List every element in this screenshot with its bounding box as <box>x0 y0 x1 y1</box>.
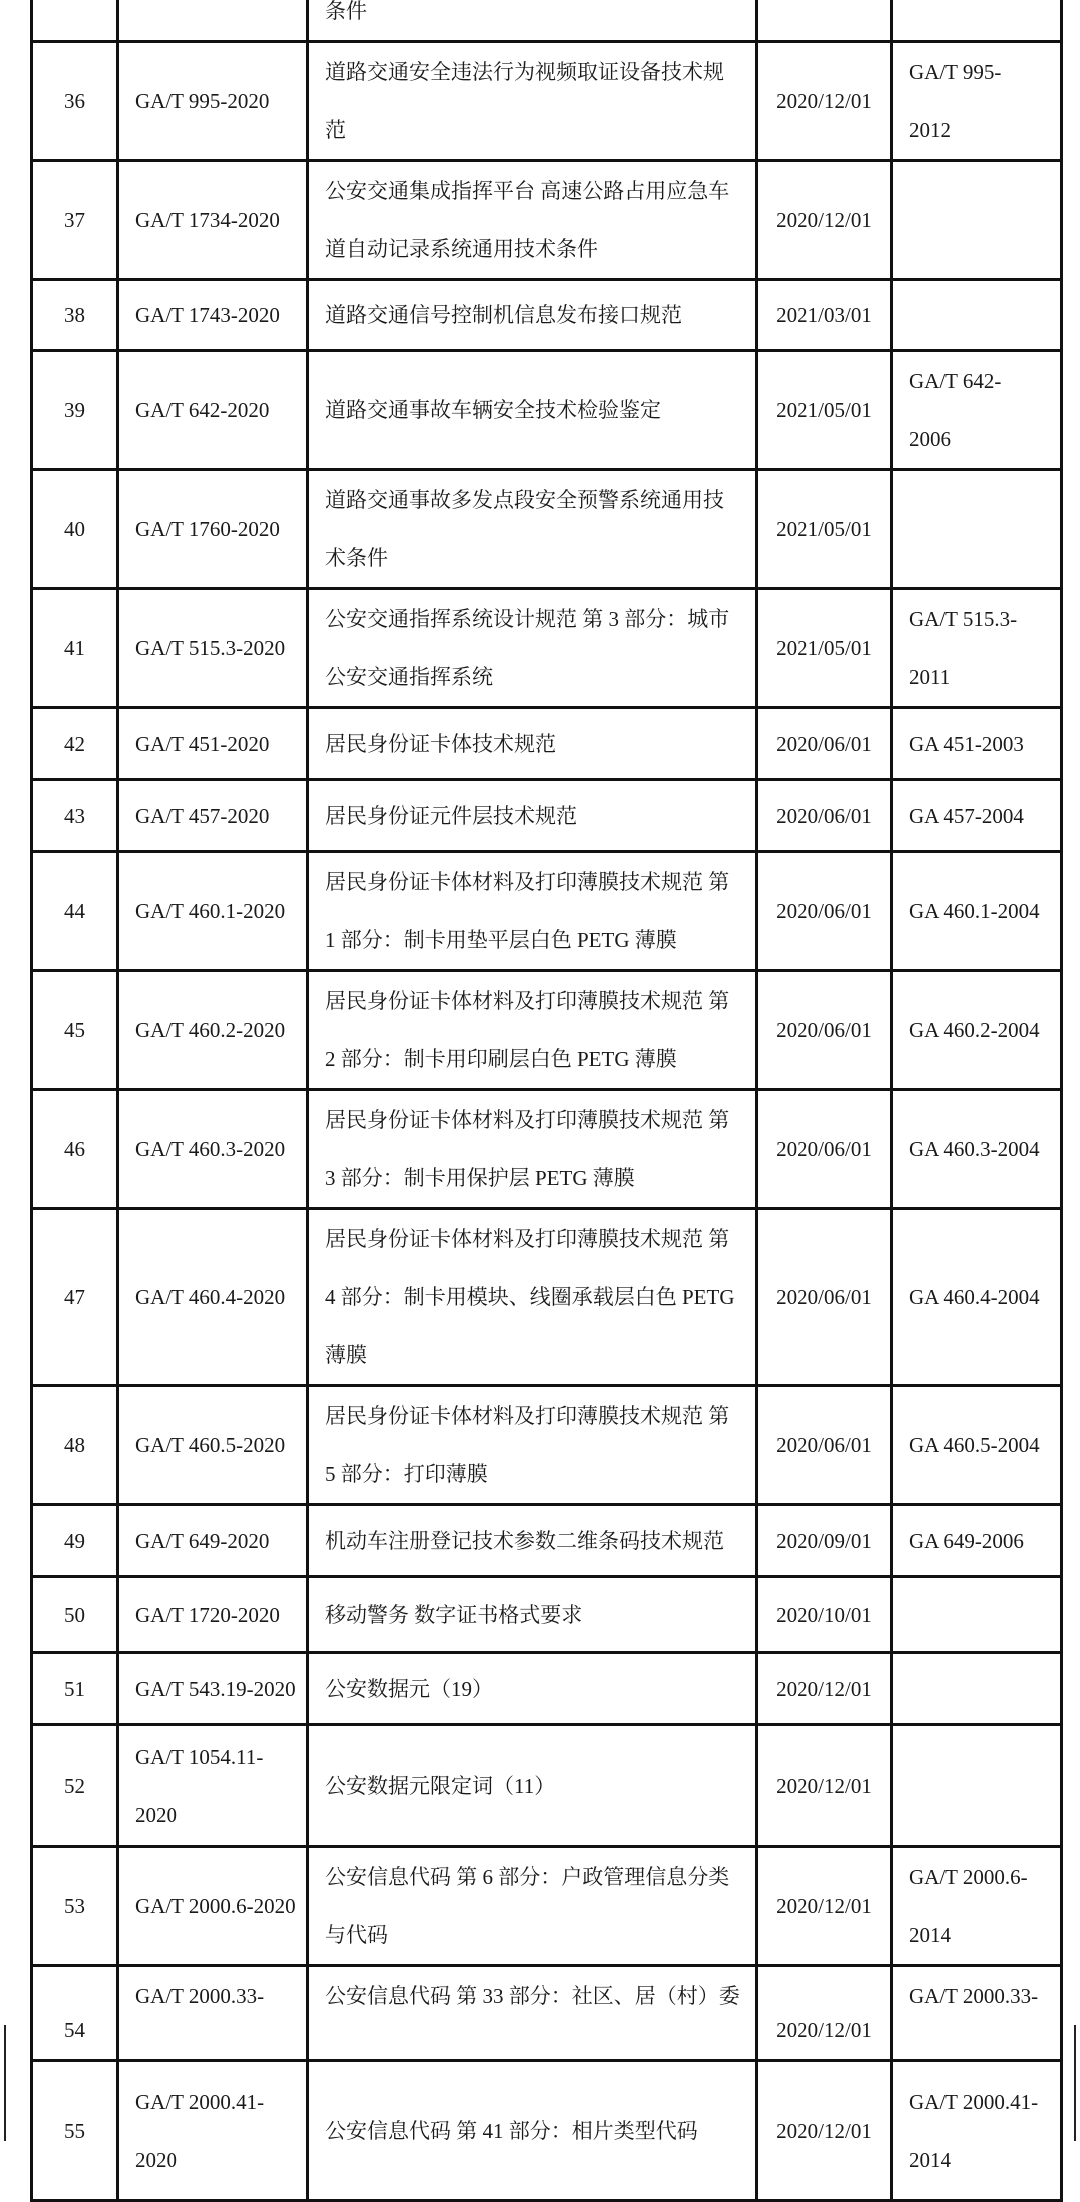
row-number: 45 <box>64 1018 85 1042</box>
standard-name-line: 居民身份证卡体材料及打印薄膜技术规范 第 <box>325 1404 730 1428</box>
row-number-cell <box>32 1386 118 1505</box>
replaced-standard-line: GA 460.5-2004 <box>909 1433 1040 1457</box>
row-number-cell <box>32 1577 118 1653</box>
replaced-standard-cell <box>892 1386 1062 1505</box>
effective-date-cell <box>757 351 892 470</box>
replaced-standard-line: GA 457-2004 <box>909 803 1024 828</box>
table-row <box>32 42 1062 161</box>
standard-name-cell <box>308 1386 757 1505</box>
standard-code-cell <box>118 470 308 589</box>
replaced-standard-cell <box>892 161 1062 280</box>
standard-code-line: GA/T 515.3-2020 <box>135 636 286 660</box>
effective-date-cell <box>757 1966 892 2061</box>
replaced-standard-line: GA 460.1-2004 <box>909 899 1040 923</box>
replaced-standard-line: 2006 <box>909 427 951 451</box>
replaced-standard-cell <box>892 42 1062 161</box>
row-number-cell <box>32 1505 118 1577</box>
standard-name-cell <box>308 161 757 280</box>
replaced-standard-cell <box>892 1966 1062 2061</box>
row-number-cell <box>32 708 118 780</box>
effective-date-cell <box>757 470 892 589</box>
effective-date-cell <box>757 1577 892 1653</box>
standard-name-line: 与代码 <box>325 1923 388 1947</box>
table-row <box>32 971 1062 1090</box>
row-number: 46 <box>64 1137 85 1161</box>
row-number: 42 <box>64 731 85 756</box>
standard-name-cell <box>308 971 757 1090</box>
standard-code-line: GA/T 460.4-2020 <box>135 1285 286 1309</box>
effective-date-cell <box>757 1090 892 1209</box>
row-number: 36 <box>64 89 85 113</box>
standard-name-line: 居民身份证卡体材料及打印薄膜技术规范 第 <box>325 870 730 894</box>
replaced-standard-line: GA/T 2000.6- <box>909 1865 1028 1889</box>
effective-date-cell <box>757 780 892 852</box>
effective-date: 2021/03/01 <box>776 303 872 327</box>
row-number-cell <box>32 42 118 161</box>
table-row <box>32 1577 1062 1653</box>
replaced-standard-cell <box>892 351 1062 470</box>
standard-name-line: 5 部分：打印薄膜 <box>325 1462 488 1486</box>
effective-date-cell <box>757 2061 892 2201</box>
standard-code-cell <box>118 0 308 42</box>
standard-name-line: 公安交通集成指挥平台 高速公路占用应急车 <box>325 179 730 203</box>
standard-name-line: 薄膜 <box>325 1343 367 1367</box>
effective-date: 2020/06/01 <box>776 731 872 756</box>
standard-name-line: 道路交通事故车辆安全技术检验鉴定 <box>325 398 661 422</box>
table-row <box>32 1966 1062 2061</box>
table-row <box>32 852 1062 971</box>
standard-code-line: GA/T 460.3-2020 <box>135 1137 286 1161</box>
standard-code-line: GA/T 649-2020 <box>135 1528 270 1553</box>
standard-name-line: 公安信息代码 第 6 部分：户政管理信息分类 <box>325 1865 730 1889</box>
standard-name-cell <box>308 1090 757 1209</box>
standard-code-cell <box>118 708 308 780</box>
replaced-standard-cell <box>892 971 1062 1090</box>
standard-name-line: 道路交通信号控制机信息发布接口规范 <box>325 303 682 327</box>
table-row <box>32 1090 1062 1209</box>
row-number: 39 <box>64 398 85 422</box>
effective-date-cell <box>757 1653 892 1725</box>
effective-date-cell <box>757 280 892 351</box>
row-number-cell <box>32 1090 118 1209</box>
standard-name-cell <box>308 1209 757 1386</box>
row-number: 51 <box>64 1676 85 1701</box>
effective-date-cell <box>757 42 892 161</box>
replaced-standard-line: GA 460.2-2004 <box>909 1018 1040 1042</box>
row-number-cell <box>32 1209 118 1386</box>
standard-code-line: GA/T 1760-2020 <box>135 517 280 541</box>
standard-code-line: GA/T 1054.11- <box>135 1744 264 1769</box>
effective-date: 2020/12/01 <box>776 208 872 232</box>
table-row <box>32 1209 1062 1386</box>
standard-code-line: 2020 <box>135 1802 177 1827</box>
row-number: 48 <box>64 1433 85 1457</box>
row-number-cell <box>32 1847 118 1966</box>
standard-code-cell <box>118 1653 308 1725</box>
standard-code-line: GA/T 460.5-2020 <box>135 1433 286 1457</box>
standard-code-cell <box>118 589 308 708</box>
standard-name-line: 道自动记录系统通用技术条件 <box>325 237 598 261</box>
replaced-standard-line: GA 460.3-2004 <box>909 1137 1040 1161</box>
row-number: 54 <box>64 2018 85 2042</box>
standard-name-line: 道路交通事故多发点段安全预警系统通用技 <box>325 488 724 512</box>
standard-name-line: 机动车注册登记技术参数二维条码技术规范 <box>325 1528 724 1553</box>
effective-date: 2020/12/01 <box>776 1773 872 1798</box>
standard-name-line: 公安信息代码 第 41 部分：相片类型代码 <box>325 2118 698 2143</box>
table-row <box>32 1847 1062 1966</box>
standard-code-line: GA/T 2000.33- <box>135 1984 265 2008</box>
standard-code-cell <box>118 852 308 971</box>
standard-name-line: 3 部分：制卡用保护层 PETG 薄膜 <box>325 1166 635 1190</box>
page-edge-left <box>4 2025 6 2141</box>
replaced-standard-line: GA 649-2006 <box>909 1528 1024 1553</box>
replaced-standard-cell <box>892 708 1062 780</box>
standard-name-cell <box>308 470 757 589</box>
standard-name-cell <box>308 42 757 161</box>
standard-code-cell <box>118 1090 308 1209</box>
row-number-cell <box>32 1725 118 1847</box>
table-row <box>32 589 1062 708</box>
effective-date-cell <box>757 1725 892 1847</box>
effective-date-cell <box>757 1386 892 1505</box>
effective-date-cell <box>757 161 892 280</box>
effective-date: 2021/05/01 <box>776 517 872 541</box>
standard-name-cell <box>308 708 757 780</box>
standard-code-cell <box>118 971 308 1090</box>
row-number: 37 <box>64 208 85 232</box>
table-row <box>32 1725 1062 1847</box>
replaced-standard-cell <box>892 1090 1062 1209</box>
standard-name-line: 术条件 <box>325 546 388 570</box>
standard-name-line: 范 <box>325 118 346 142</box>
row-number: 47 <box>64 1285 85 1309</box>
effective-date: 2020/06/01 <box>776 899 872 923</box>
effective-date-cell <box>757 708 892 780</box>
row-number: 52 <box>64 1773 85 1798</box>
standard-name-cell <box>308 351 757 470</box>
effective-date: 2020/06/01 <box>776 1018 872 1042</box>
standard-name-line: 居民身份证卡体材料及打印薄膜技术规范 第 <box>325 989 730 1013</box>
effective-date: 2020/06/01 <box>776 803 872 828</box>
effective-date: 2020/12/01 <box>776 2018 872 2042</box>
row-number-cell <box>32 470 118 589</box>
row-number-cell <box>32 280 118 351</box>
replaced-standard-line: GA 451-2003 <box>909 731 1024 756</box>
effective-date: 2020/12/01 <box>776 89 872 113</box>
row-number-cell <box>32 161 118 280</box>
standard-name-line: 移动警务 数字证书格式要求 <box>325 1602 583 1627</box>
standard-name-cell <box>308 1505 757 1577</box>
table-row <box>32 780 1062 852</box>
standard-name-cell <box>308 1577 757 1653</box>
replaced-standard-cell <box>892 1653 1062 1725</box>
standard-code-line: GA/T 457-2020 <box>135 803 270 828</box>
standard-name-cell <box>308 280 757 351</box>
effective-date-cell <box>757 1505 892 1577</box>
standard-code-line: GA/T 543.19-2020 <box>135 1676 296 1701</box>
replaced-standard-cell <box>892 1847 1062 1966</box>
effective-date-cell <box>757 1209 892 1386</box>
replaced-standard-line: GA/T 995- <box>909 60 1002 84</box>
row-number-cell <box>32 971 118 1090</box>
row-number-cell <box>32 780 118 852</box>
standard-name-line: 居民身份证卡体技术规范 <box>325 731 556 756</box>
standard-code-cell <box>118 42 308 161</box>
table-row <box>32 161 1062 280</box>
table-row <box>32 351 1062 470</box>
standard-name-line: 公安数据元（19） <box>325 1676 493 1701</box>
row-number: 43 <box>64 803 85 828</box>
replaced-standard-cell <box>892 852 1062 971</box>
effective-date: 2020/09/01 <box>776 1528 872 1553</box>
standards-table <box>30 0 1063 2202</box>
replaced-standard-cell <box>892 280 1062 351</box>
standard-code-line: GA/T 995-2020 <box>135 89 270 113</box>
standard-name-line: 居民身份证元件层技术规范 <box>325 803 577 828</box>
effective-date-cell <box>757 589 892 708</box>
row-number: 40 <box>64 517 85 541</box>
effective-date: 2021/05/01 <box>776 636 872 660</box>
row-number: 49 <box>64 1528 85 1553</box>
row-number-cell <box>32 1653 118 1725</box>
standard-code-line: 2020 <box>135 2147 177 2172</box>
replaced-standard-line: 2014 <box>909 1923 951 1947</box>
standard-code-cell <box>118 1577 308 1653</box>
standard-name-cell <box>308 1847 757 1966</box>
standard-code-cell <box>118 351 308 470</box>
row-number: 44 <box>64 899 85 923</box>
row-number: 38 <box>64 303 85 327</box>
standard-code-line: GA/T 642-2020 <box>135 398 270 422</box>
replaced-standard-cell <box>892 780 1062 852</box>
replaced-standard-line: GA/T 2000.41- <box>909 2089 1039 2114</box>
table-row <box>32 1386 1062 1505</box>
standard-name-cell <box>308 0 757 42</box>
standard-code-line: GA/T 1720-2020 <box>135 1602 280 1627</box>
table-row <box>32 708 1062 780</box>
standard-code-line: GA/T 2000.6-2020 <box>135 1894 296 1918</box>
row-number-cell <box>32 1966 118 2061</box>
standard-code-cell <box>118 1505 308 1577</box>
row-number-cell <box>32 0 118 42</box>
effective-date-cell <box>757 971 892 1090</box>
standard-name-line: 1 部分：制卡用垫平层白色 PETG 薄膜 <box>325 928 677 952</box>
standard-name-cell <box>308 852 757 971</box>
standard-name-cell <box>308 589 757 708</box>
replaced-standard-line: 2012 <box>909 118 951 142</box>
page-edge-right <box>1074 2025 1076 2141</box>
table-row <box>32 280 1062 351</box>
replaced-standard-line: 2011 <box>909 665 951 689</box>
row-number-cell <box>32 589 118 708</box>
standard-code-line: GA/T 451-2020 <box>135 731 270 756</box>
table-row <box>32 1505 1062 1577</box>
replaced-standard-line: GA/T 2000.33- <box>909 1984 1039 2008</box>
standard-code-line: GA/T 1734-2020 <box>135 208 280 232</box>
replaced-standard-cell <box>892 2061 1062 2201</box>
standard-code-cell <box>118 1209 308 1386</box>
standard-name-cell <box>308 1653 757 1725</box>
standard-name-line: 公安交通指挥系统 <box>325 665 493 689</box>
row-number: 55 <box>64 2118 85 2143</box>
standard-code-cell <box>118 1386 308 1505</box>
effective-date: 2020/12/01 <box>776 2118 872 2143</box>
standard-name-cell <box>308 2061 757 2201</box>
effective-date: 2020/12/01 <box>776 1894 872 1918</box>
standard-name-cell <box>308 1966 757 2061</box>
row-number: 50 <box>64 1602 85 1627</box>
standard-name-cell <box>308 780 757 852</box>
row-number-cell <box>32 2061 118 2201</box>
table-row <box>32 470 1062 589</box>
replaced-standard-cell <box>892 1505 1062 1577</box>
effective-date-cell <box>757 1847 892 1966</box>
standard-name-line: 道路交通安全违法行为视频取证设备技术规 <box>325 60 724 84</box>
replaced-standard-cell <box>892 470 1062 589</box>
standard-code-cell <box>118 2061 308 2201</box>
replaced-standard-cell <box>892 589 1062 708</box>
effective-date-cell <box>757 852 892 971</box>
replaced-standard-cell <box>892 1725 1062 1847</box>
replaced-standard-line: GA/T 642- <box>909 369 1002 393</box>
replaced-standard-cell <box>892 0 1062 42</box>
standard-name-line: 居民身份证卡体材料及打印薄膜技术规范 第 <box>325 1108 730 1132</box>
replaced-standard-line: GA 460.4-2004 <box>909 1285 1040 1309</box>
effective-date: 2020/12/01 <box>776 1676 872 1701</box>
standard-code-cell <box>118 1847 308 1966</box>
standard-code-line: GA/T 2000.41- <box>135 2089 265 2114</box>
row-number-cell <box>32 351 118 470</box>
standard-name-line: 2 部分：制卡用印刷层白色 PETG 薄膜 <box>325 1047 677 1071</box>
row-number: 41 <box>64 636 85 660</box>
standard-name-line: 条件 <box>325 0 367 23</box>
standard-name-line: 公安交通指挥系统设计规范 第 3 部分：城市 <box>325 607 730 631</box>
replaced-standard-cell <box>892 1209 1062 1386</box>
standard-code-line: GA/T 460.2-2020 <box>135 1018 286 1042</box>
standard-code-line: GA/T 460.1-2020 <box>135 899 286 923</box>
replaced-standard-line: GA/T 515.3- <box>909 607 1018 631</box>
row-number-cell <box>32 852 118 971</box>
table-row <box>32 2061 1062 2201</box>
effective-date-cell <box>757 0 892 42</box>
effective-date: 2020/06/01 <box>776 1137 872 1161</box>
table-row <box>32 0 1062 42</box>
standard-code-cell <box>118 1725 308 1847</box>
standard-code-cell <box>118 161 308 280</box>
standard-name-line: 4 部分：制卡用模块、线圈承载层白色 PETG <box>325 1285 735 1309</box>
row-number: 53 <box>64 1894 85 1918</box>
effective-date: 2020/06/01 <box>776 1433 872 1457</box>
replaced-standard-cell <box>892 1577 1062 1653</box>
standard-code-cell <box>118 280 308 351</box>
effective-date: 2020/06/01 <box>776 1285 872 1309</box>
standard-code-line: GA/T 1743-2020 <box>135 303 280 327</box>
standard-name-line: 公安数据元限定词（11） <box>325 1773 556 1798</box>
standard-code-cell <box>118 1966 308 2061</box>
standard-code-cell <box>118 780 308 852</box>
standard-name-line: 居民身份证卡体材料及打印薄膜技术规范 第 <box>325 1227 730 1251</box>
effective-date: 2021/05/01 <box>776 398 872 422</box>
standard-name-cell <box>308 1725 757 1847</box>
standard-name-line: 公安信息代码 第 33 部分：社区、居（村）委 <box>325 1984 740 2008</box>
effective-date: 2020/10/01 <box>776 1602 872 1627</box>
replaced-standard-line: 2014 <box>909 2147 951 2172</box>
table-row <box>32 1653 1062 1725</box>
